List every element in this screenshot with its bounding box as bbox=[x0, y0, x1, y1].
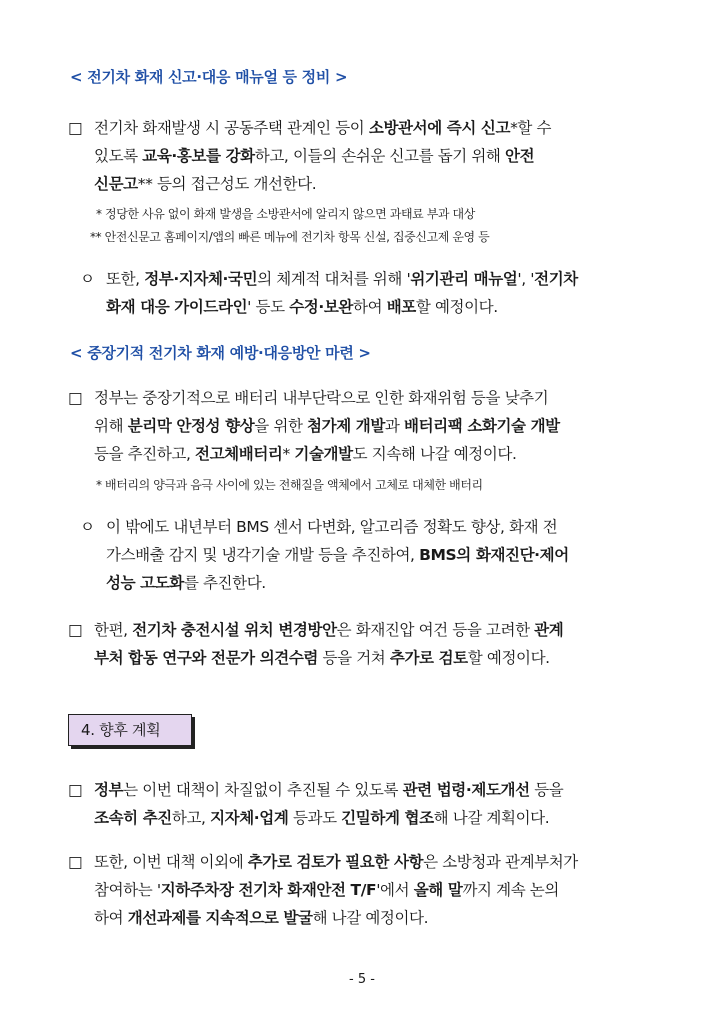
section-title-long-term-plan: < 중장기적 전기차 화재 예방·대응방안 마련 > bbox=[70, 344, 371, 362]
paragraph-manual: ㅇ 또한, 정부·지자체·국민의 체계적 대처를 위해 '위기관리 매뉴얼', '전기차 화재 대응 가이드라인' 등도 수정·보완하여 배포할 예정이다. bbox=[106, 265, 578, 321]
circle-bullet-icon: ㅇ bbox=[80, 270, 95, 288]
footnote: ** 안전신문고 홈페이지/앱의 빠른 메뉴에 전기차 항목 신설, 집중신고제 운영 등 bbox=[90, 230, 490, 244]
paragraph-task-force: □ 또한, 이번 대책 이외에 추가로 검토가 필요한 사항은 소방청과 관계부처가 참여하는 '지하주차장 전기차 화재안전 T/F'에서 올해 말까지 계속 논의 하여 개선과제를 지속적으로 발굴해 나갈 예정이다. bbox=[94, 848, 578, 932]
page-number: - 5 - bbox=[349, 972, 375, 987]
square-bullet-icon: □ bbox=[68, 621, 83, 639]
square-bullet-icon: □ bbox=[68, 781, 83, 799]
paragraph-bms: ㅇ 이 밖에도 내년부터 BMS 센서 다변화, 알고리즘 정확도 향상, 화재 전 가스배출 감지 및 냉각기술 개발 등을 추진하여, BMS의 화재진단·제어 성능 고도화를 추진한다. bbox=[106, 513, 569, 597]
paragraph-government-plan: □ 정부는 이번 대책이 차질없이 추진될 수 있도록 관련 법령·제도개선 등을 조속히 추진하고, 지자체·업계 등과도 긴밀하게 협조해 나갈 계획이다. bbox=[94, 776, 563, 832]
footnote: * 배터리의 양극과 음극 사이에 있는 전해질을 액체에서 고체로 대체한 배터리 bbox=[96, 478, 483, 492]
heading-future-plans: 4. 향후 계획 bbox=[68, 714, 192, 746]
section-title-report-manual: < 전기차 화재 신고·대응 매뉴얼 등 정비 > bbox=[70, 68, 348, 86]
footnote: * 정당한 사유 없이 화재 발생을 소방관서에 알리지 않으면 과태료 부과 대상 bbox=[96, 207, 475, 221]
paragraph-charging: □ 한편, 전기차 충전시설 위치 변경방안은 화재진압 여건 등을 고려한 관계 부처 합동 연구와 전문가 의견수렴 등을 거쳐 추가로 검토할 예정이다. bbox=[94, 616, 563, 672]
paragraph-report: □ 전기차 화재발생 시 공동주택 관계인 등이 소방관서에 즉시 신고*할 수 있도록 교육·홍보를 강화하고, 이들의 손쉬운 신고를 돕기 위해 안전 신문고** 등의 접근성도 개선한다. bbox=[94, 114, 551, 198]
square-bullet-icon: □ bbox=[68, 119, 83, 137]
square-bullet-icon: □ bbox=[68, 389, 83, 407]
square-bullet-icon: □ bbox=[68, 853, 83, 871]
circle-bullet-icon: ㅇ bbox=[80, 518, 95, 536]
paragraph-battery-tech: □ 정부는 중장기적으로 배터리 내부단락으로 인한 화재위험 등을 낮추기 위해 분리막 안정성 향상을 위한 첨가제 개발과 배터리팩 소화기술 개발 등을 추진하고, 전고체배터리* 기술개발도 지속해 나갈 예정이다. bbox=[94, 384, 560, 468]
